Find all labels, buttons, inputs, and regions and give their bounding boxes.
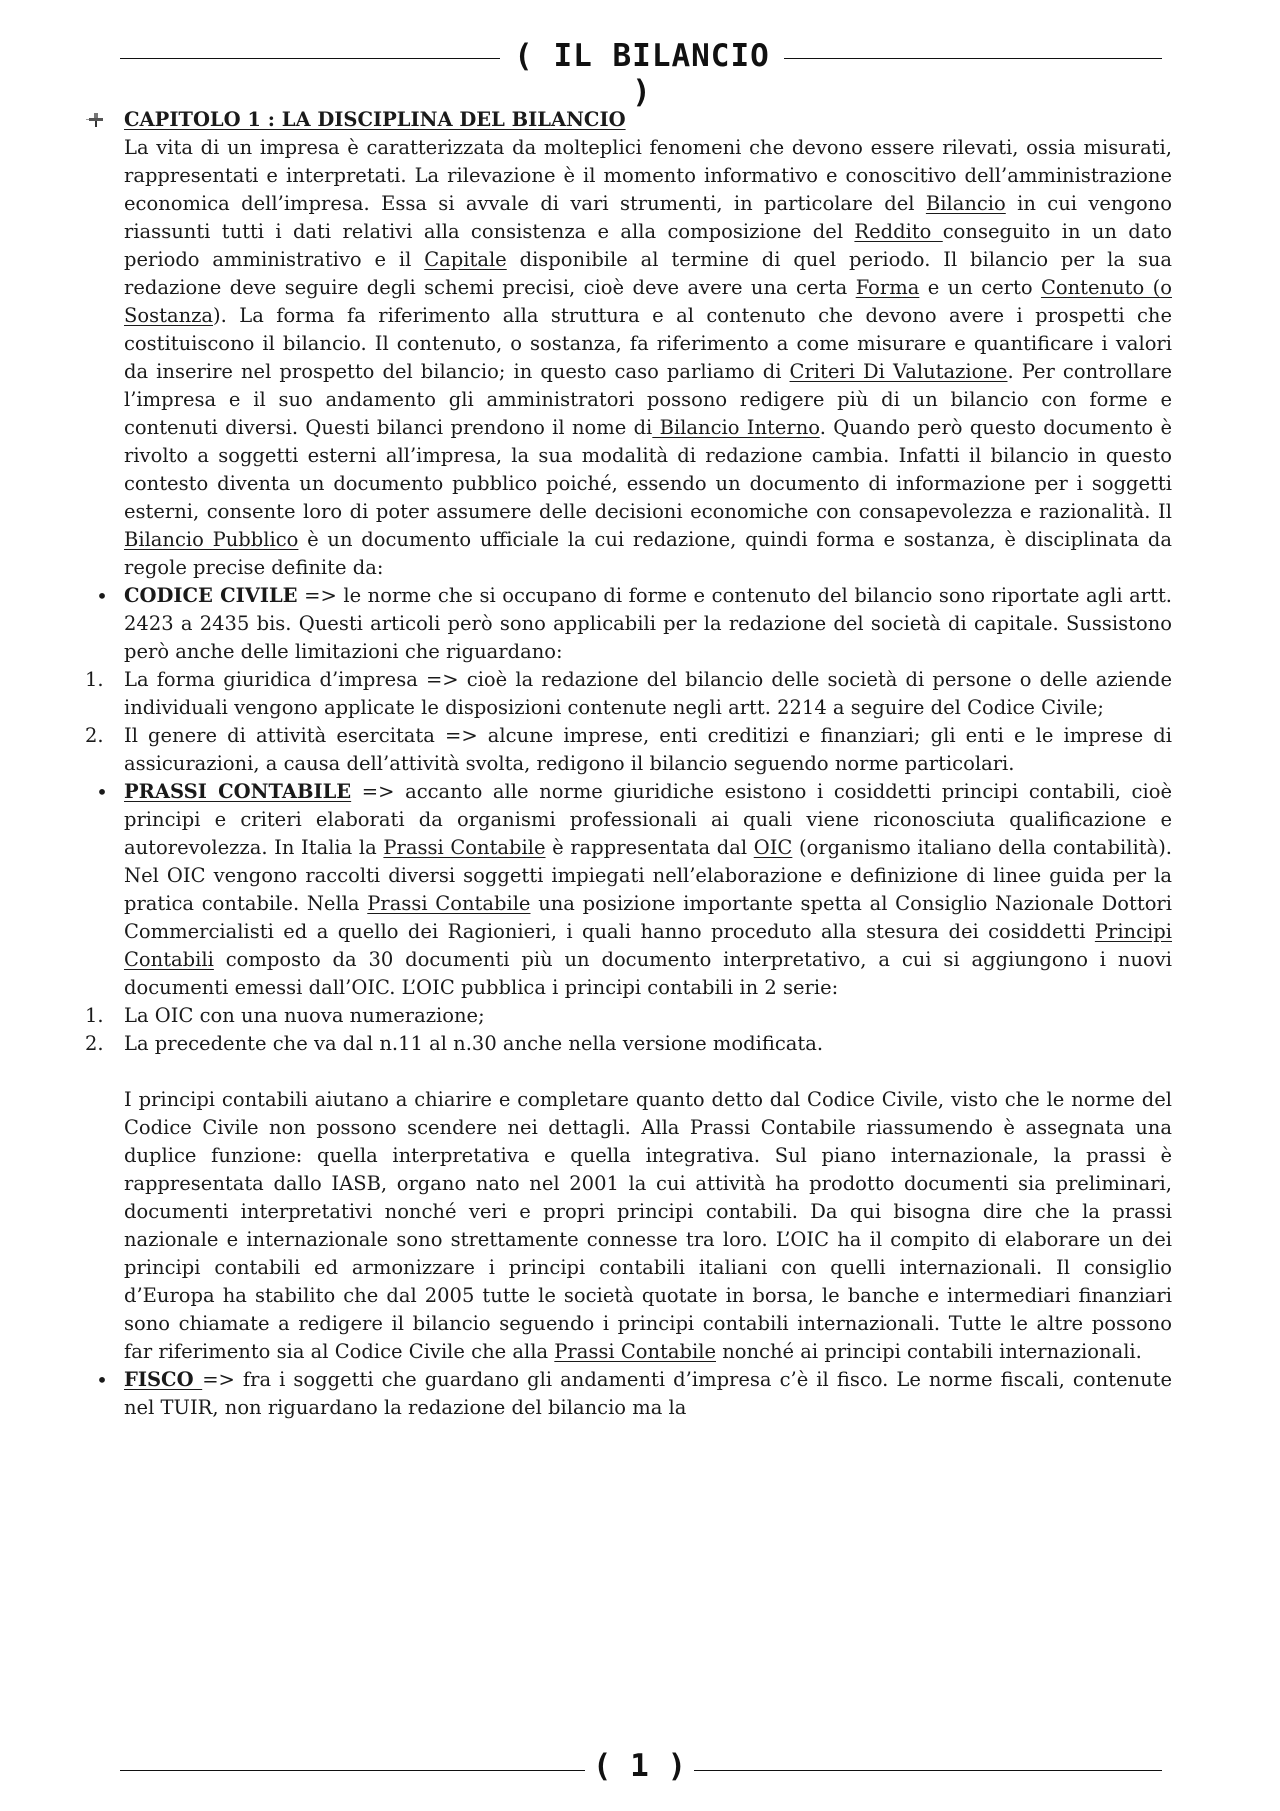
bullet-fisco	[82, 1366, 1172, 1422]
header-rule-right	[784, 58, 1162, 59]
pushpin-icon-svg	[86, 111, 108, 129]
term-principi-contabili: Principi Contabili	[124, 920, 1172, 971]
list-number: 2.	[85, 1032, 104, 1055]
footer-rule-left	[120, 1770, 585, 1771]
page-footer	[120, 1748, 1162, 1788]
header-rule-left	[120, 58, 500, 59]
page-title: ( IL BILANCIO )	[514, 38, 770, 110]
term-prassi-contabile: Prassi Contabile	[383, 836, 546, 859]
term-prassi-contabile: Prassi Contabile	[554, 1340, 716, 1363]
term-bilancio-interno: Bilancio Interno	[652, 416, 820, 439]
document-body	[82, 106, 1172, 1422]
list-item	[82, 666, 1172, 722]
list-item-text: La OIC con una nuova numerazione;	[124, 1004, 485, 1027]
page-header	[120, 38, 1162, 110]
chapter-intro: La vita di un impresa è caratterizzata da molteplici fenomeni che devono essere rilevati, ossia misurati, rappresentati e interpretati. La rilevazione è il momento informativo e conoscitivo dell’amministrazione economica dell’impresa. Essa si avvale di vari strumenti, in particolare del Bilancio in cui vengono riassunti tutti i dati relativi alla consistenza e alla composizione del Reddito conseguito in un dato periodo amministrativo e il Capitale disponibile al termine di quel periodo. Il bilancio per la sua redazione deve seguire degli schemi precisi, cioè deve avere una certa Forma e un certo Contenuto (o Sostanza). La forma fa riferimento alla struttura e al contenuto che devono avere i prospetti che costituiscono il bilancio. Il contenuto, o sostanza, fa riferimento a come misurare e quantificare i valori da inserire nel prospetto del bilancio; in questo caso parliamo di Criteri Di Valutazione. Per controllare l’impresa e il suo andamento gli amministratori possono redigere più di un bilancio con forme e contenuti diversi. Questi bilanci prendono il nome di Bilancio Interno. Quando però questo documento è rivolto a soggetti esterni all’impresa, la sua modalità di redazione cambia. Infatti il bilancio in questo contesto diventa un documento pubblico poiché, essendo un documento di informazione per i soggetti esterni, consente loro di poter assumere delle decisioni economiche con consapevolezza e razionalità. Il Bilancio Pubblico è un documento ufficiale la cui redazione, quindi forma e sostanza, è disciplinata da regole precise definite da:	[124, 136, 1173, 579]
list-item-text: La precedente che va dal n.11 al n.30 anche nella versione modificata.	[124, 1032, 824, 1055]
fisco-label: FISCO	[124, 1368, 203, 1391]
term-forma: Forma	[855, 276, 920, 299]
bullet-prassi-contabile: • PRASSI CONTABILE => accanto alle norme giuridiche esistono i cosiddetti principi contabili, cioè principi e criteri elaborati da organismi professionali ai quali viene riconosciuta qualificazione e autorevolezza. In Italia la Prassi Contabile è rappresentata dal OIC (organismo italiano della contabilità). Nel OIC vengono raccolti diversi soggetti impiegati nell’elaborazione e definizione di linee guida per la pratica contabile. Nella Prassi Contabile una posizione importante spetta al Consiglio Nazionale Dottori Commercialisti ed a quello dei Ragionieri, i quali hanno proceduto alla stesura dei cosiddetti Principi Contabili composto da 30 documenti più un documento interpretativo, a cui si aggiungono i nuovi documenti emessi dall’OIC. L’OIC pubblica i principi contabili in 2 serie:	[82, 778, 1172, 1002]
term-reddito: Reddito	[854, 220, 943, 243]
bullet-codice-civile	[82, 582, 1172, 666]
list-item	[82, 1030, 1172, 1058]
spacer	[82, 1058, 1172, 1086]
bullet-marker: •	[96, 1368, 108, 1392]
list-item	[82, 1002, 1172, 1030]
list-number: 1.	[85, 1004, 104, 1027]
chapter-section	[82, 106, 1172, 582]
prassi-label: PRASSI CONTABILE	[124, 780, 352, 803]
list-item-text: La forma giuridica d’impresa => cioè la redazione del bilancio delle società di persone o delle aziende individuali vengono applicate le disposizioni contenute negli artt. 2214 a seguire del Codice Civile;	[124, 668, 1172, 719]
fisco-text: => fra i soggetti che guardano gli andamenti d’impresa c’è il fisco. Le norme fiscali, contenute nel TUIR, non riguardano la redazione del bilancio ma la	[124, 1368, 1173, 1419]
list-item	[82, 722, 1172, 778]
chapter-heading: CAPITOLO 1 : LA DISCIPLINA DEL BILANCIO	[124, 108, 626, 131]
term-bilancio: Bilancio	[925, 192, 1006, 215]
codice-civile-text: => le norme che si occupano di forme e contenuto del bilancio sono riportate agli artt. 2423 a 2435 bis. Questi articoli però sono applicabili per la redazione del società di capitale. Sussistono però anche delle limitazioni che riguardano:	[124, 584, 1172, 663]
term-bilancio-pubblico: Bilancio Pubblico	[124, 528, 299, 551]
list-number: 1.	[85, 668, 104, 691]
list-item-text: Il genere di attività esercitata => alcune imprese, enti creditizi e finanziari; gli enti e le imprese di assicurazioni, a causa dell’attività svolta, redigono il bilancio seguendo norme particolari.	[124, 724, 1172, 775]
term-capitale: Capitale	[424, 248, 507, 271]
bullet-marker: •	[96, 780, 108, 804]
term-contenuto: Contenuto (o Sostanza	[124, 276, 1172, 327]
footer-rule-right	[694, 1770, 1162, 1771]
prassi-followup-paragraph: I principi contabili aiutano a chiarire e completare quanto detto dal Codice Civile, visto che le norme del Codice Civile non possono scendere nei dettagli. Alla Prassi Contabile riassumendo è assegnata una duplice funzione: quella interpretativa e quella integrativa. Sul piano internazionale, la prassi è rappresentata dallo IASB, organo nato nel 2001 la cui attività ha prodotto documenti sia preliminari, documenti interpretativi nonché veri e propri principi contabili. Da qui bisogna dire che la prassi nazionale e internazionale sono strettamente connesse tra loro. L’OIC ha il compito di elaborare un dei principi contabili ed armonizzare i principi contabili italiani con quelli internazionali. Il consiglio d’Europa ha stabilito che dal 2005 tutte le società quotate in borsa, le banche e intermediari finanziari sono chiamate a redigere il bilancio seguendo i principi contabili internazionali. Tutte le altre possono far riferimento sia al Codice Civile che alla Prassi Contabile nonché ai principi contabili internazionali.	[124, 1088, 1172, 1363]
term-oic: OIC	[753, 836, 793, 859]
list-number: 2.	[85, 724, 104, 747]
codice-civile-label: CODICE CIVILE	[124, 584, 298, 607]
bullet-marker: •	[96, 584, 108, 608]
page-number: ( 1 )	[592, 1748, 687, 1784]
term-prassi-contabile: Prassi Contabile	[367, 892, 531, 915]
term-criteri: Criteri Di Valutazione	[789, 360, 1008, 383]
